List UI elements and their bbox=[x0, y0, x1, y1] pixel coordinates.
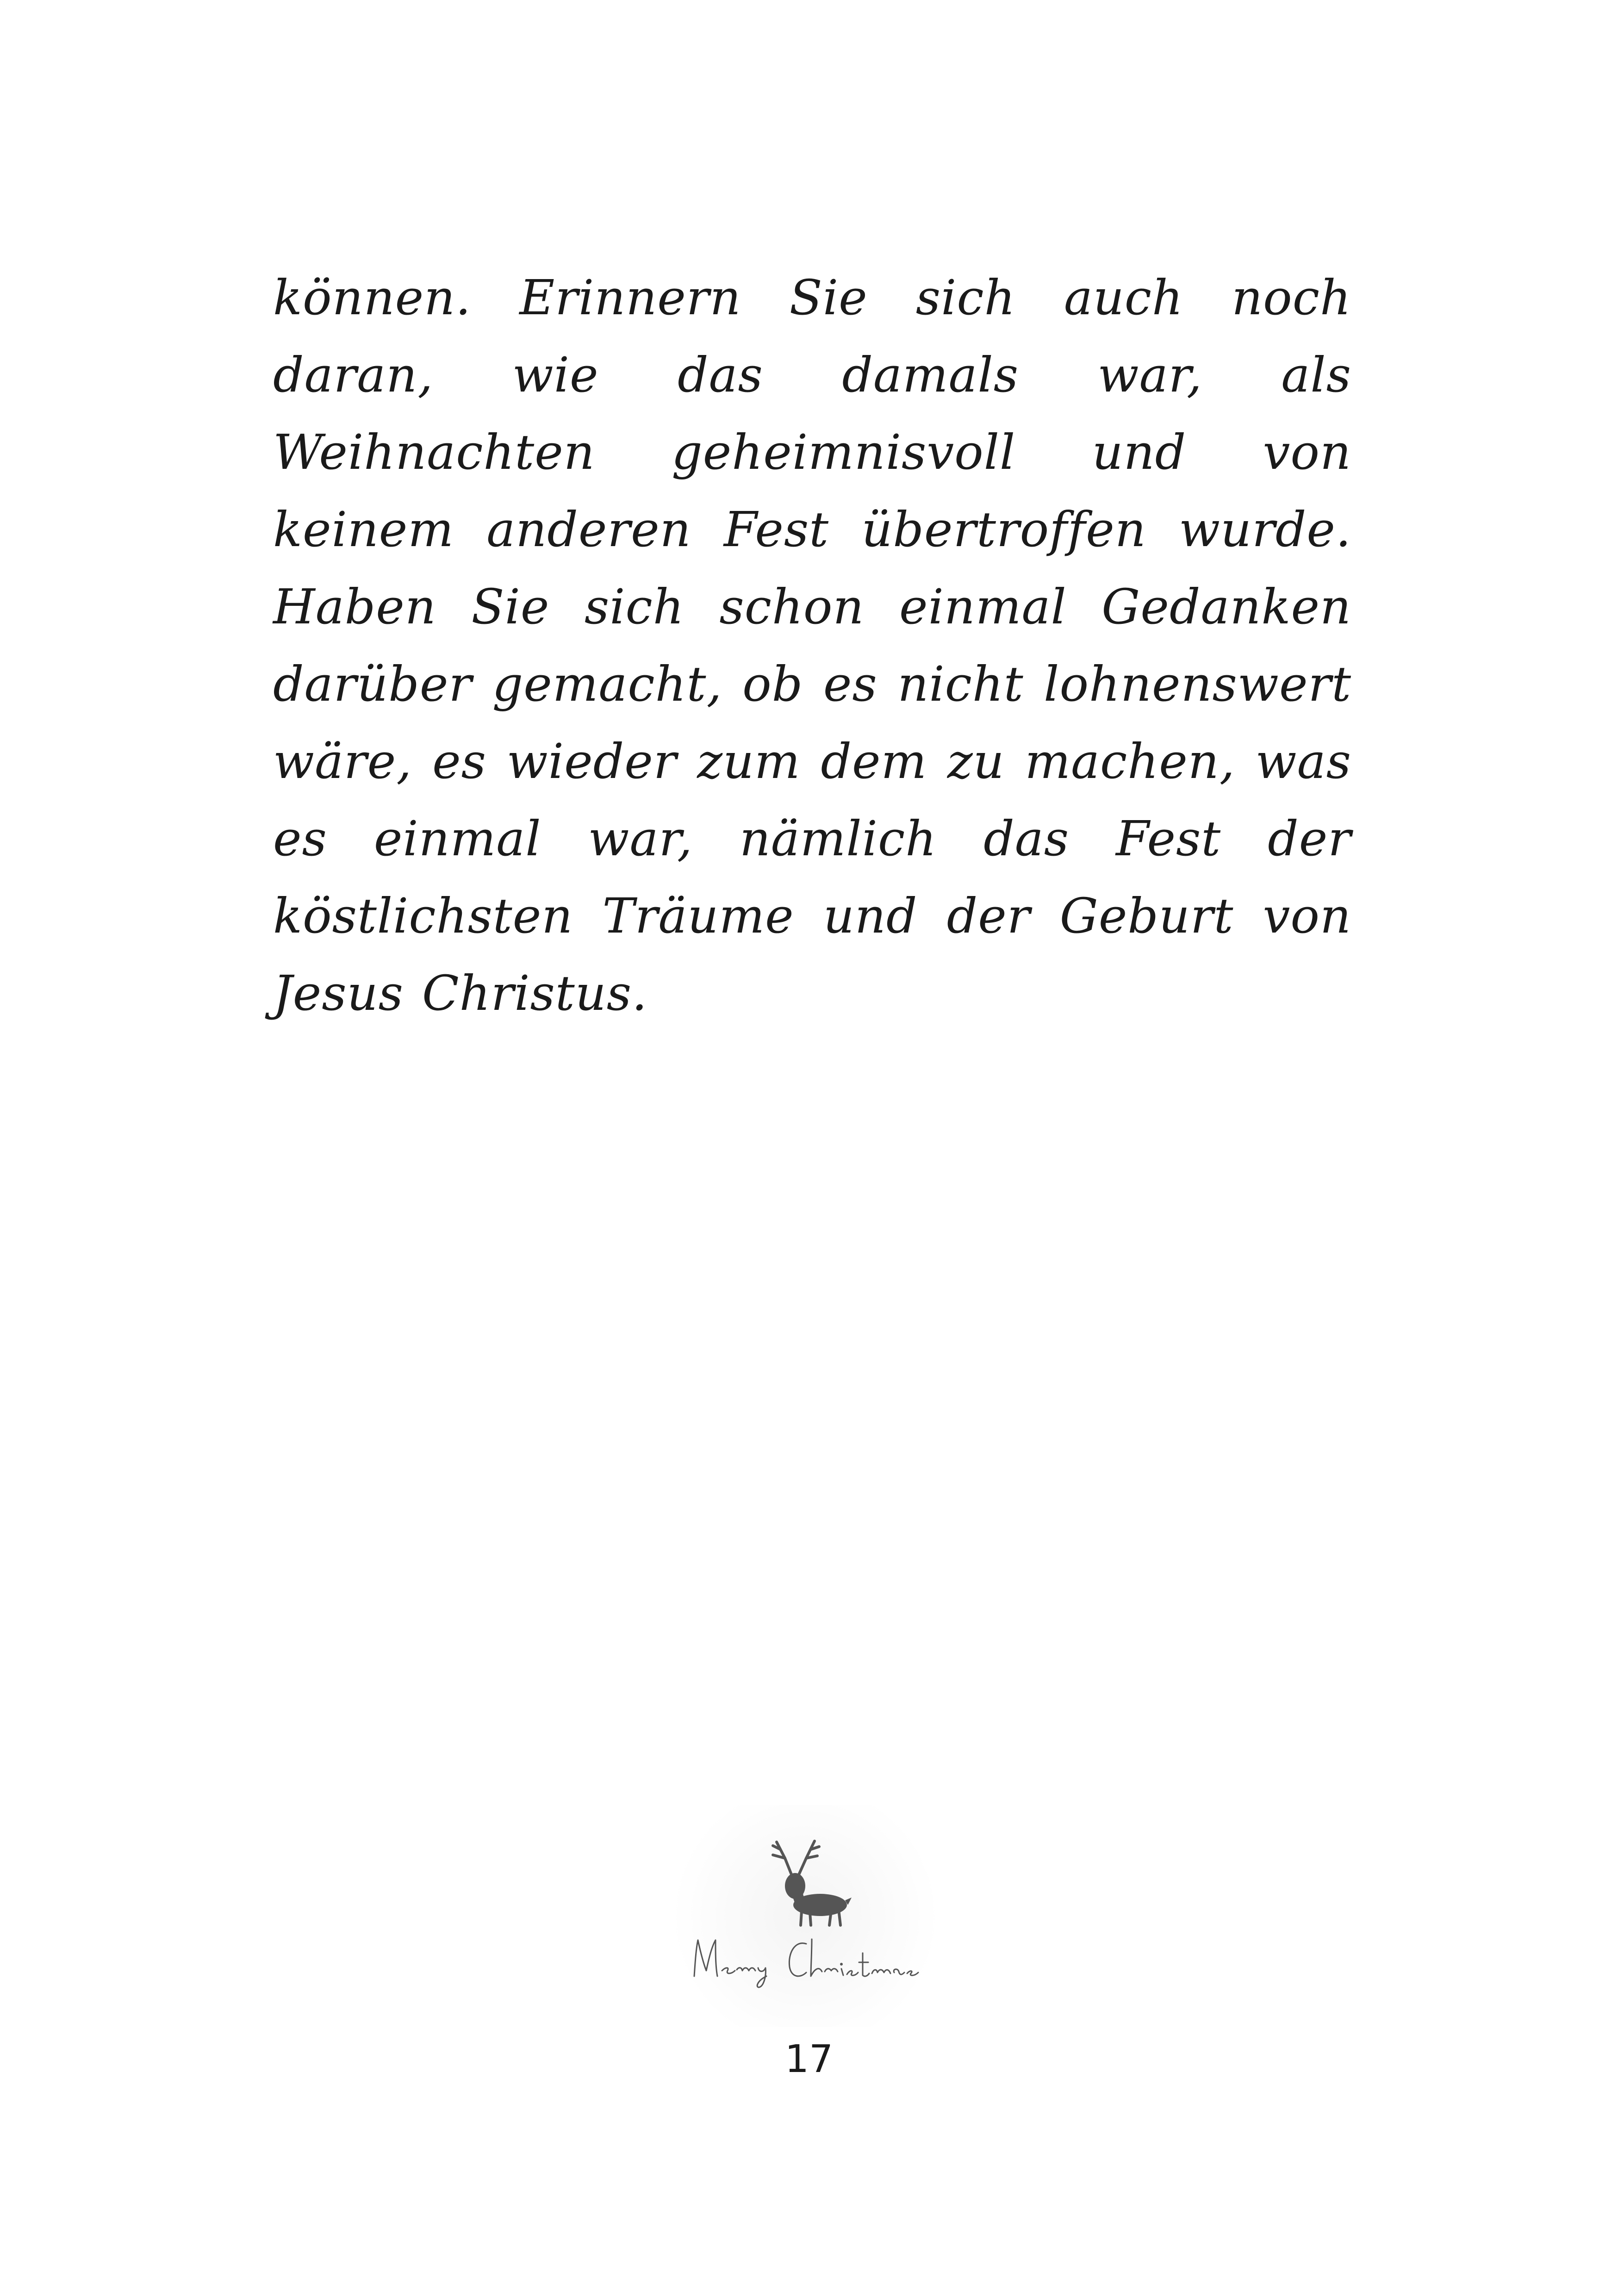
reindeer-icon bbox=[741, 1833, 861, 1930]
page-number: 17 bbox=[784, 2037, 834, 2081]
body-paragraph: können. Erinnern Sie sich auch noch daran, wie das damals war, als Weihnachten geheimnisvoll und von keinem anderen Fest übertroffen wurde. Haben Sie sich schon einmal Gedanken darüber gemacht, ob es nicht lohnenswert wäre, es wieder zum dem zu machen, was es einmal war, nämlich das Fest der köstlichsten Träume und der Geburt von Jesus Christus. bbox=[273, 269, 1351, 1021]
merry-christmas-ornament bbox=[666, 1805, 944, 2027]
merry-christmas-lettering bbox=[685, 1930, 926, 1990]
